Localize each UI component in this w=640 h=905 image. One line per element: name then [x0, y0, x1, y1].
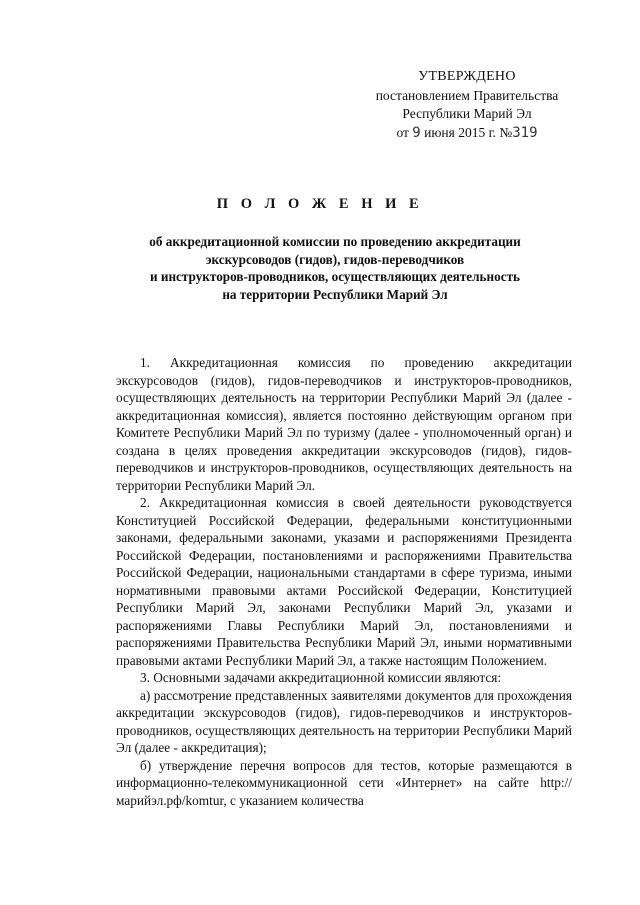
document-subtitle	[110, 233, 560, 303]
approval-stamp	[352, 68, 582, 142]
subtitle-line: на территории Республики Марий Эл	[222, 286, 448, 302]
subtitle-line: экскурсоводов (гидов), гидов-переводчиков	[205, 251, 465, 267]
document-number: 319	[512, 124, 538, 141]
paragraph-3b: б) утверждение перечня вопросов для тестов, которые размещаются в информационно-телекоммуникационной сети «Интернет» на сайте http://марийэл.рф/komtur, с указанием количества	[116, 757, 572, 808]
paragraph-3: 3. Основными задачами аккредитационной комиссии являются:	[140, 670, 502, 685]
paragraph-2: 2. Аккредитационная комиссия в своей деятельности руководствуется Конституцией Российской Федерации, федеральными конституционными законами, федеральными законами, указами и распоряжениями Президента Российской Федерации, постановлениями и распоряжениями Правительства Российской Федерации, национальными стандартами в сфере туризма, иными нормативными правовыми актами Российской Федерации, Конституцией Республики Марий Эл, законами Республики Марий Эл, указами и распоряжениями Главы Республики Марий Эл, постановлениями и распоряжениями Правительства Республики Марий Эл, иными нормативными правовыми актами Республики Марий Эл, а также настоящим Положением.	[116, 495, 572, 668]
approval-date	[352, 124, 582, 143]
paragraph-1: 1. Аккредитационная комиссия по проведению аккредитации экскурсоводов (гидов), гидов-переводчиков и инструкторов-проводников, осуществляющих деятельность на территории Республики Марий Эл (далее - аккредитационная комиссия), является постоянно действующим органом при Комитете Республики Марий Эл по туризму (далее - уполномоченный орган) и создана в целях проведения аккредитации экскурсоводов (гидов), гидов-переводчиков и инструкторов-проводников, осуществляющих деятельность на территории Республики Марий Эл.	[116, 355, 572, 493]
document-title: П О Л О Ж Е Н И Е	[216, 196, 424, 212]
approval-line-3: Республики Марий Эл	[402, 106, 532, 121]
date-prefix: от	[396, 124, 409, 140]
subtitle-line: и инструкторов-проводников, осуществляющих деятельность	[149, 269, 521, 284]
date-day: 9	[412, 124, 421, 141]
approval-title: УТВЕРЖДЕНО	[418, 69, 516, 84]
paragraph-3a: а) рассмотрение представленных заявителями документов для прохождения аккредитации экскурсоводов (гидов), гидов-переводчиков и инструкторов-проводников, осуществляющих деятельность на территории Республики Марий Эл (далее - аккредитация);	[116, 687, 572, 755]
date-middle: июня 2015 г. №	[424, 124, 513, 140]
approval-line-2: постановлением Правительства	[375, 87, 559, 103]
subtitle-line: об аккредитационной комиссии по проведению аккредитации	[149, 234, 521, 249]
document-body	[116, 354, 572, 809]
